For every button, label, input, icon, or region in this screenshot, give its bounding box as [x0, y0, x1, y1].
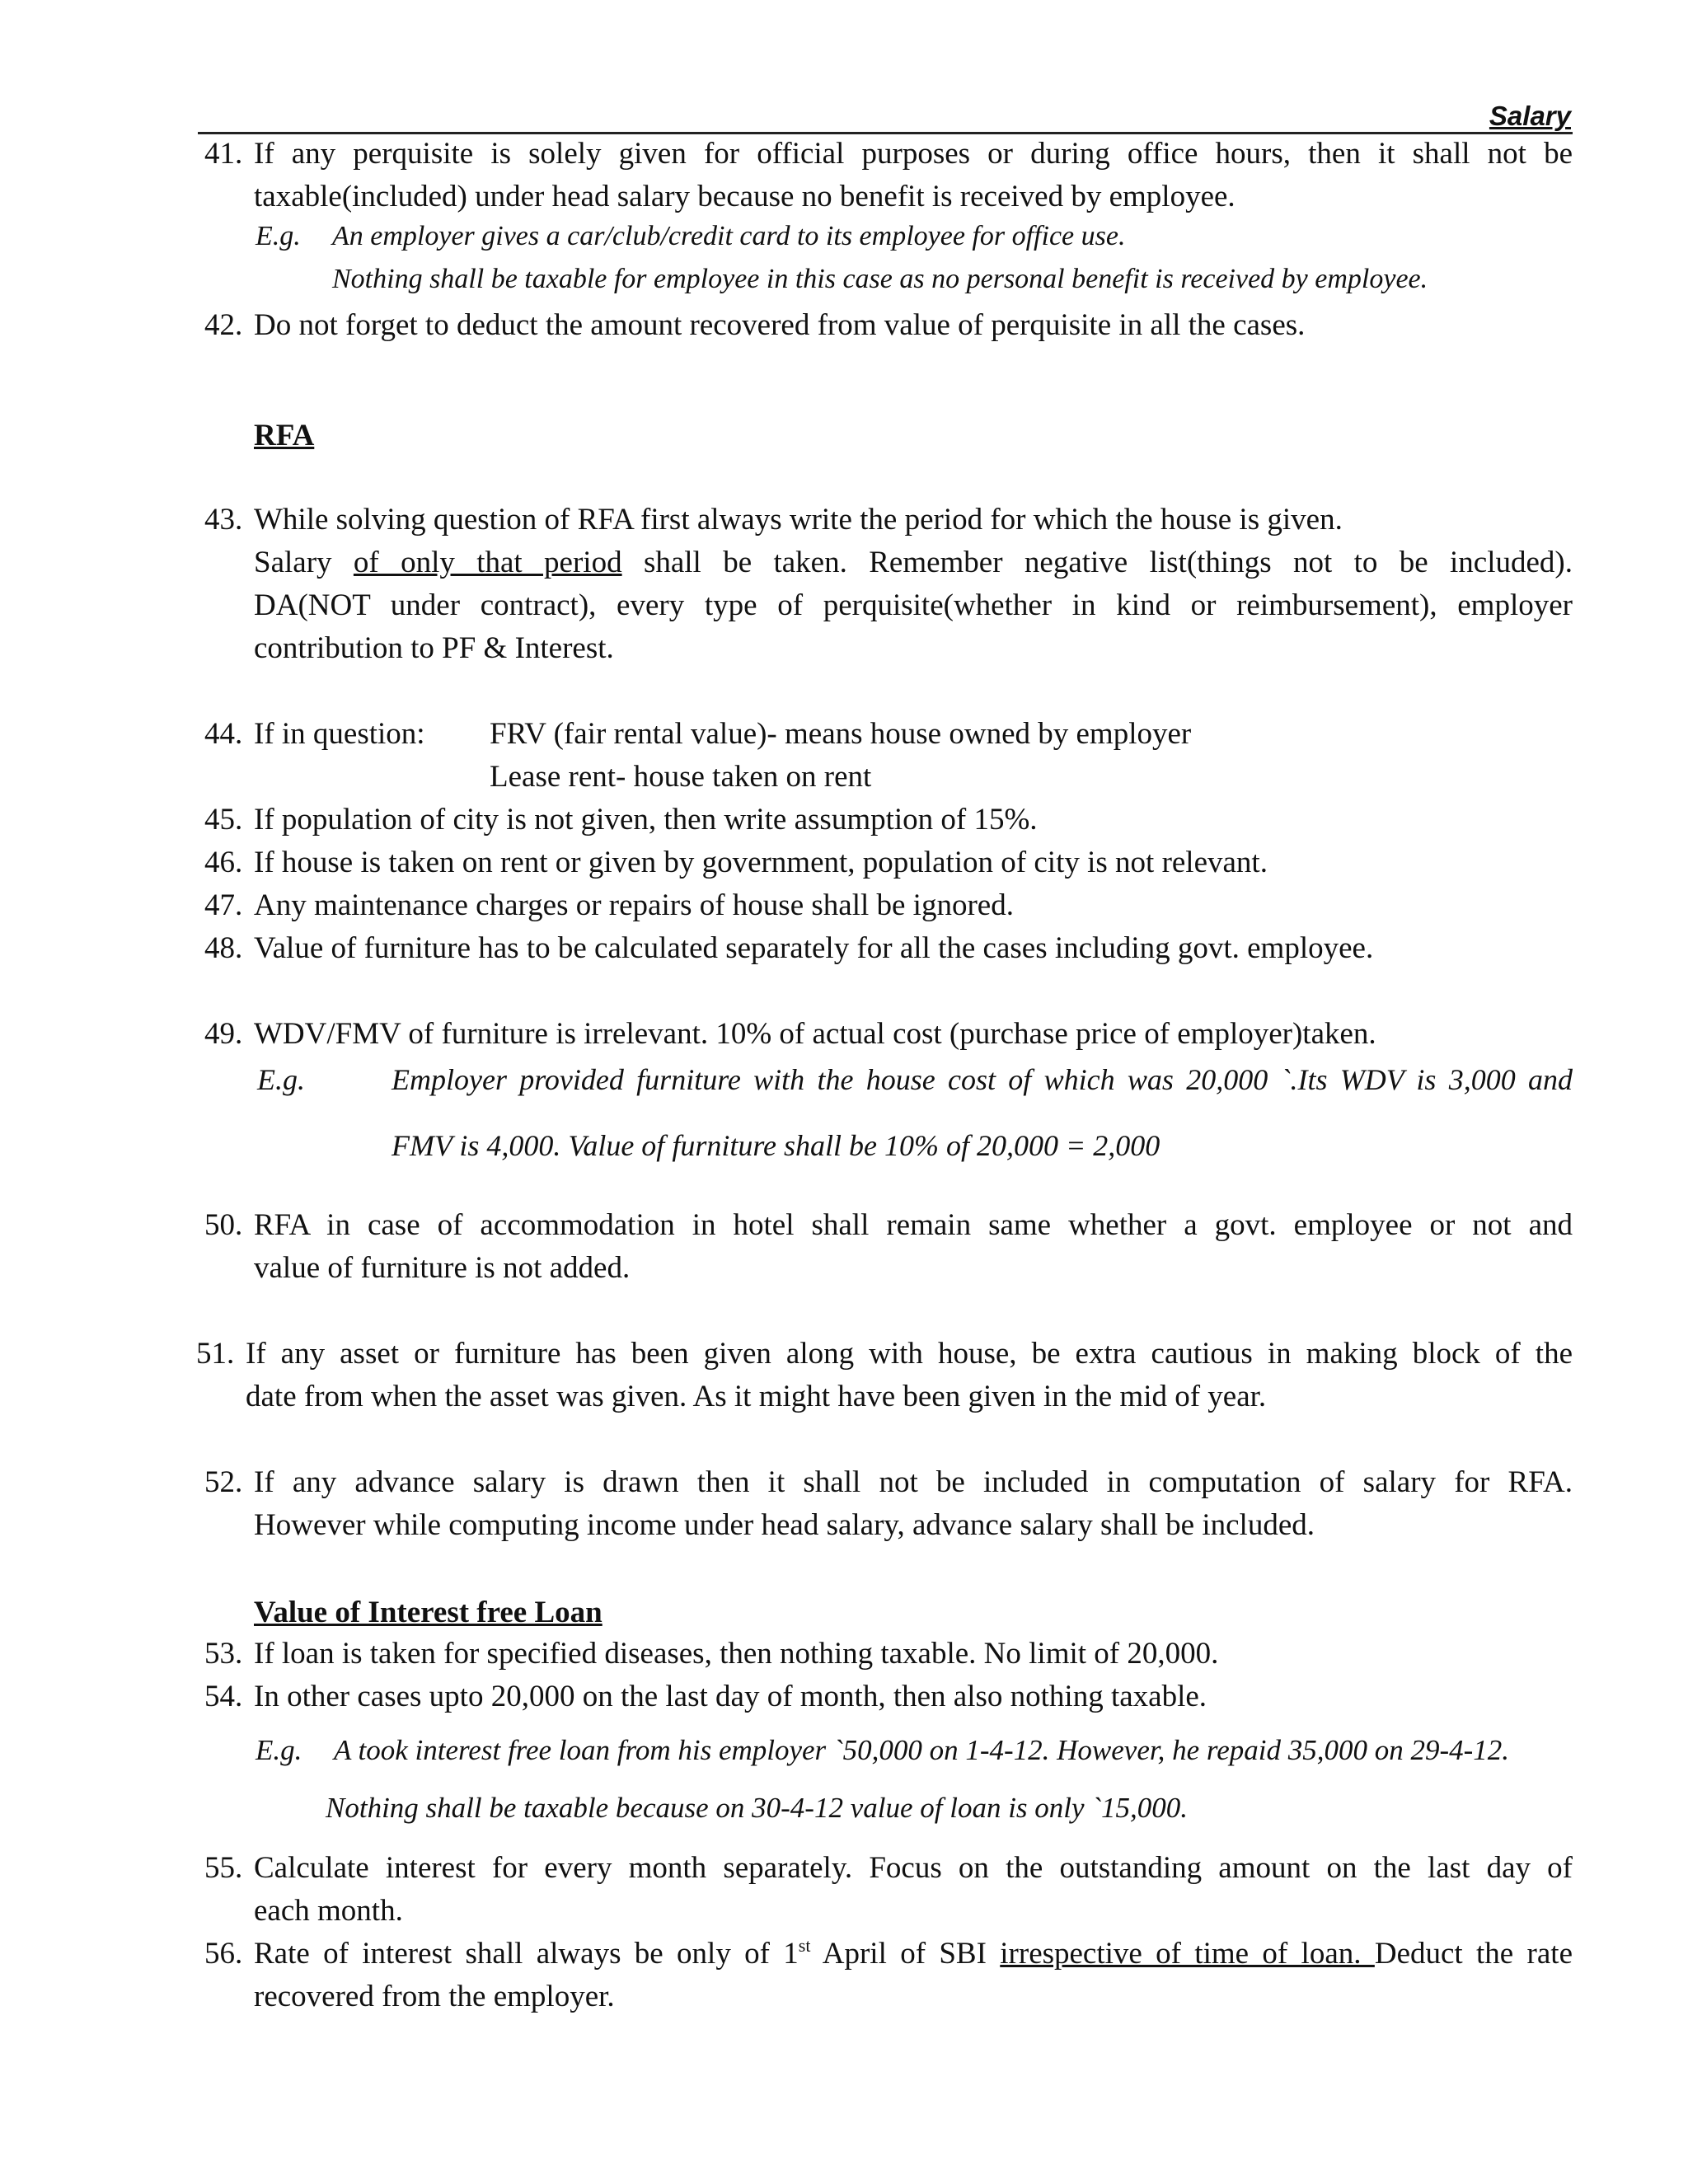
- item-46-number: 46.: [204, 846, 243, 879]
- item-56-line-1-start: Rate of interest shall always be only of 1: [254, 1937, 799, 1971]
- item-43-line-3: DA(NOT under contract), every type of perquisite(whether in kind or reimbursement), employer: [254, 588, 1573, 622]
- item-56-line-1-end: Deduct the rate: [1374, 1937, 1573, 1971]
- item-55-number: 55.: [204, 1851, 243, 1885]
- item-52-number: 52.: [204, 1465, 243, 1499]
- item-51-line-2: date from when the asset was given. As it might have been given in the mid of year.: [246, 1380, 1267, 1413]
- item-54-line-1: In other cases upto 20,000 on the last day of month, then also nothing taxable.: [254, 1680, 1207, 1713]
- item-53-line-1: If loan is taken for specified diseases, then nothing taxable. No limit of 20,000.: [254, 1637, 1219, 1671]
- item-51-line-1: If any asset or furniture has been given along with house, be extra cautious in making block of the: [246, 1337, 1573, 1371]
- item-50-number: 50.: [204, 1208, 243, 1242]
- item-41-example-1: An employer gives a car/club/credit card to its employee for office use.: [332, 221, 1126, 251]
- item-49-example-1: Employer provided furniture with the house cost of which was 20,000 `.Its WDV is 3,000 and: [392, 1063, 1573, 1096]
- item-51-number: 51.: [196, 1337, 235, 1371]
- item-54-example-2: Nothing shall be taxable because on 30-4-12 value of loan is only `15,000.: [326, 1792, 1188, 1824]
- item-41-line-2: taxable(included) under head salary because no benefit is received by employee.: [254, 180, 1236, 213]
- item-43-number: 43.: [204, 503, 243, 537]
- item-45-number: 45.: [204, 803, 243, 837]
- item-44-line-2: Lease rent- house taken on rent: [490, 760, 872, 794]
- item-54-number: 54.: [204, 1680, 243, 1713]
- item-43-line-2: [254, 547, 1573, 578]
- item-54-eg-label: E.g.: [256, 1734, 302, 1766]
- item-44-line-1: FRV (fair rental value)- means house owned by employer: [490, 717, 1192, 751]
- item-43-line-2-end: shall be taken. Remember negative list(things not to be included).: [621, 546, 1573, 579]
- item-52-line-1: If any advance salary is drawn then it shall not be included in computation of salary for RFA.: [254, 1465, 1573, 1499]
- item-43-line-1: While solving question of RFA first always write the period for which the house is given.: [254, 503, 1343, 537]
- item-48-number: 48.: [204, 931, 243, 965]
- item-46-line-1: If house is taken on rent or given by government, population of city is not relevant.: [254, 846, 1268, 879]
- item-47-number: 47.: [204, 888, 243, 922]
- section-heading-rfa: RFA: [254, 419, 315, 452]
- item-41-example-2: Nothing shall be taxable for employee in this case as no personal benefit is received by employee.: [332, 264, 1428, 294]
- item-43-line-4: contribution to PF & Interest.: [254, 631, 614, 665]
- running-header: [198, 99, 1573, 134]
- item-49-eg-label: E.g.: [257, 1063, 305, 1096]
- item-56-underlined-text: irrespective of time of loan.: [1000, 1937, 1375, 1971]
- item-49-example-2: FMV is 4,000. Value of furniture shall be 10% of 20,000 = 2,000: [392, 1129, 1160, 1162]
- item-41-number: 41.: [204, 137, 243, 171]
- item-41-eg-label: E.g.: [256, 221, 301, 251]
- header-title: Salary: [1489, 101, 1571, 131]
- item-50-line-2: value of furniture is not added.: [254, 1251, 631, 1285]
- item-49-line-1: WDV/FMV of furniture is irrelevant. 10% of actual cost (purchase price of employer)taken.: [254, 1017, 1376, 1051]
- item-56-line-2: recovered from the employer.: [254, 1980, 615, 2013]
- item-44-label: If in question:: [254, 717, 425, 751]
- item-42-line-1: Do not forget to deduct the amount recovered from value of perquisite in all the cases.: [254, 308, 1306, 342]
- item-43-underlined-period: of only that period: [353, 546, 622, 579]
- item-44-number: 44.: [204, 717, 243, 751]
- item-47-line-1: Any maintenance charges or repairs of house shall be ignored.: [254, 888, 1014, 922]
- item-48-line-1: Value of furniture has to be calculated separately for all the cases including govt. employee.: [254, 931, 1374, 965]
- item-56-number: 56.: [204, 1937, 243, 1971]
- item-54-example-1: A took interest free loan from his employer `50,000 on 1-4-12. However, he repaid 35,000 on 29-4-12.: [334, 1734, 1510, 1766]
- item-45-line-1: If population of city is not given, then write assumption of 15%.: [254, 803, 1038, 837]
- item-52-line-2: However while computing income under head salary, advance salary shall be included.: [254, 1508, 1315, 1542]
- item-56-line-1-mid: April of SBI: [810, 1937, 1001, 1971]
- item-50-line-1: RFA in case of accommodation in hotel shall remain same whether a govt. employee or not and: [254, 1208, 1573, 1242]
- item-41-line-1: If any perquisite is solely given for official purposes or during office hours, then it shall not be: [254, 137, 1573, 171]
- item-55-line-2: each month.: [254, 1894, 403, 1928]
- item-55-line-1: Calculate interest for every month separately. Focus on the outstanding amount on the last day of: [254, 1851, 1573, 1885]
- item-53-number: 53.: [204, 1637, 243, 1671]
- item-43-line-2-start: Salary: [254, 546, 354, 579]
- item-56-line-1: [254, 1935, 1573, 1971]
- item-56-superscript: st: [798, 1935, 811, 1956]
- item-42-number: 42.: [204, 308, 243, 342]
- item-49-number: 49.: [204, 1017, 243, 1051]
- section-heading-interest-free-loan: Value of Interest free Loan: [254, 1596, 603, 1629]
